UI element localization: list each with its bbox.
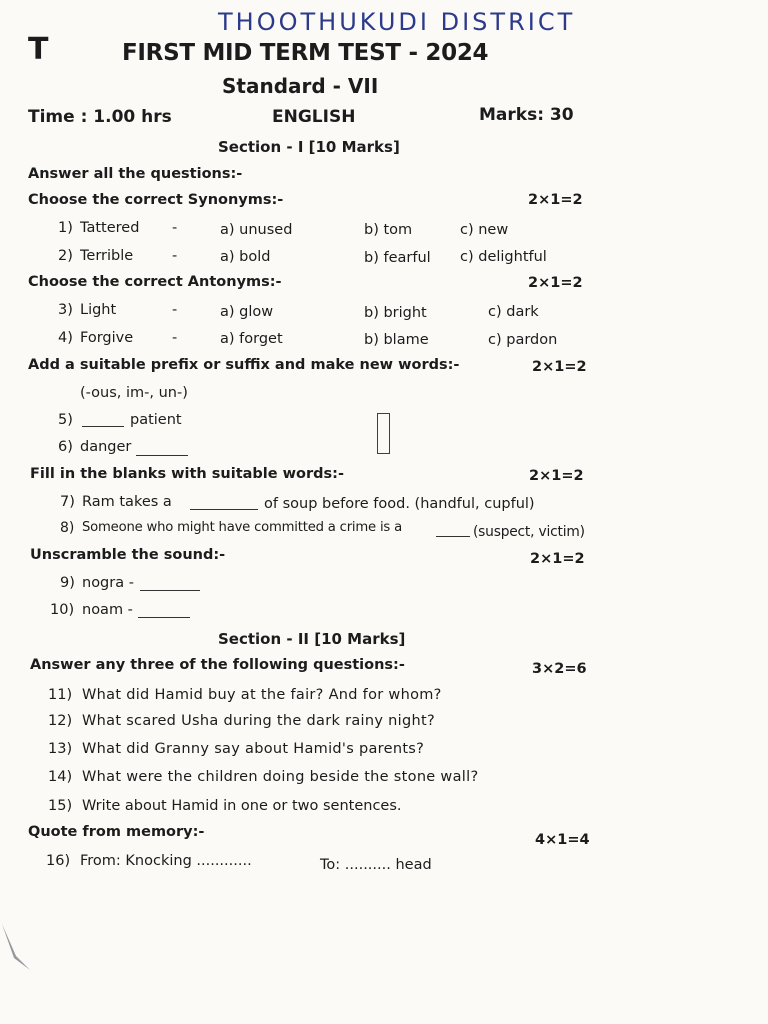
question-word: nogra - [82,575,134,591]
question-number: 1) [58,220,73,236]
option-a: a) glow [220,304,274,320]
quote-from: From: Knocking ............ [80,853,252,869]
answer-blank [138,605,190,618]
district-handwritten: THOOTHUKUDI DISTRICT [218,8,576,36]
synonyms-marks: 2×1=2 [528,192,583,208]
question-number: 2) [58,248,73,264]
question-number: 8) [60,520,75,536]
question-number: 3) [58,302,73,318]
question-text: Ram takes a [82,494,172,510]
paper-code-letter: T [28,32,49,67]
option-c: c) new [460,222,509,238]
quote-heading: Quote from memory:- [28,824,205,840]
answer-blank [190,497,258,510]
question-number: 5) [58,412,73,428]
question-word: Light [80,302,117,318]
option-a: a) unused [220,222,293,238]
section-2-marks: 3×2=6 [532,661,587,677]
question-text: Write about Hamid in one or two sentences. [82,798,402,814]
quote-marks: 4×1=4 [535,832,590,848]
option-a: a) forget [220,331,283,347]
question-number: 15) [48,798,73,814]
question-text: What were the children doing beside the stone wall? [82,769,479,785]
time-label: Time : 1.00 hrs [28,107,172,127]
antonyms-marks: 2×1=2 [528,275,583,291]
question-number: 4) [58,330,73,346]
dash: - [172,220,178,236]
dash: - [172,302,178,318]
text-cursor-box [377,413,390,454]
question-text: Someone who might have committed a crime is a [82,520,402,535]
standard-label: Standard - VII [222,74,379,98]
option-c: c) delightful [460,249,547,265]
question-number: 16) [46,853,71,869]
option-b: b) bright [364,305,427,321]
section-1-title: Section - I [10 Marks] [218,138,400,156]
unscramble-heading: Unscramble the sound:- [30,547,226,563]
question-word: Forgive [80,330,134,346]
option-c: c) dark [488,304,539,320]
option-a: a) bold [220,249,271,265]
quote-to: To: .......... head [320,857,432,873]
question-number: 11) [48,687,73,703]
answer-blank [436,524,470,537]
question-word: danger [80,439,132,455]
question-word: patient [130,412,182,428]
answer-blank [140,578,200,591]
question-text: of soup before food. (handful, cupful) [264,496,535,512]
section-1-instruction: Answer all the questions:- [28,166,243,182]
question-text: What did Hamid buy at the fair? And for whom? [82,687,442,703]
answer-blank [136,443,188,456]
fill-heading: Fill in the blanks with suitable words:- [30,466,344,482]
question-number: 6) [58,439,73,455]
question-text: What scared Usha during the dark rainy night? [82,713,435,729]
option-b: b) fearful [364,250,431,266]
fill-marks: 2×1=2 [529,468,584,484]
question-text: (suspect, victim) [473,524,585,540]
option-c: c) pardon [488,332,558,348]
question-text: What did Granny say about Hamid's parents? [82,741,425,757]
subject-label: ENGLISH [272,107,356,127]
dash: - [172,330,178,346]
page-edge-shadow [0,920,40,980]
antonyms-heading: Choose the correct Antonyms:- [28,274,282,290]
question-number: 10) [50,602,75,618]
affix-hint: (-ous, im-, un-) [80,385,188,401]
question-number: 13) [48,741,73,757]
option-b: b) tom [364,222,413,238]
synonyms-heading: Choose the correct Synonyms:- [28,192,284,208]
total-marks: Marks: 30 [479,105,574,125]
answer-blank [82,414,124,427]
option-b: b) blame [364,332,429,348]
question-number: 12) [48,713,73,729]
affix-marks: 2×1=2 [532,359,587,375]
question-number: 9) [60,575,75,591]
question-word: noam - [82,602,133,618]
question-word: Tattered [80,220,140,236]
exam-title: FIRST MID TERM TEST - 2024 [122,40,489,66]
section-2-heading: Answer any three of the following questions:- [30,657,405,673]
question-word: Terrible [80,248,134,264]
dash: - [172,248,178,264]
affix-heading: Add a suitable prefix or suffix and make new words:- [28,357,460,373]
section-2-title: Section - II [10 Marks] [218,630,406,648]
question-number: 14) [48,769,73,785]
unscramble-marks: 2×1=2 [530,551,585,567]
question-number: 7) [60,494,75,510]
